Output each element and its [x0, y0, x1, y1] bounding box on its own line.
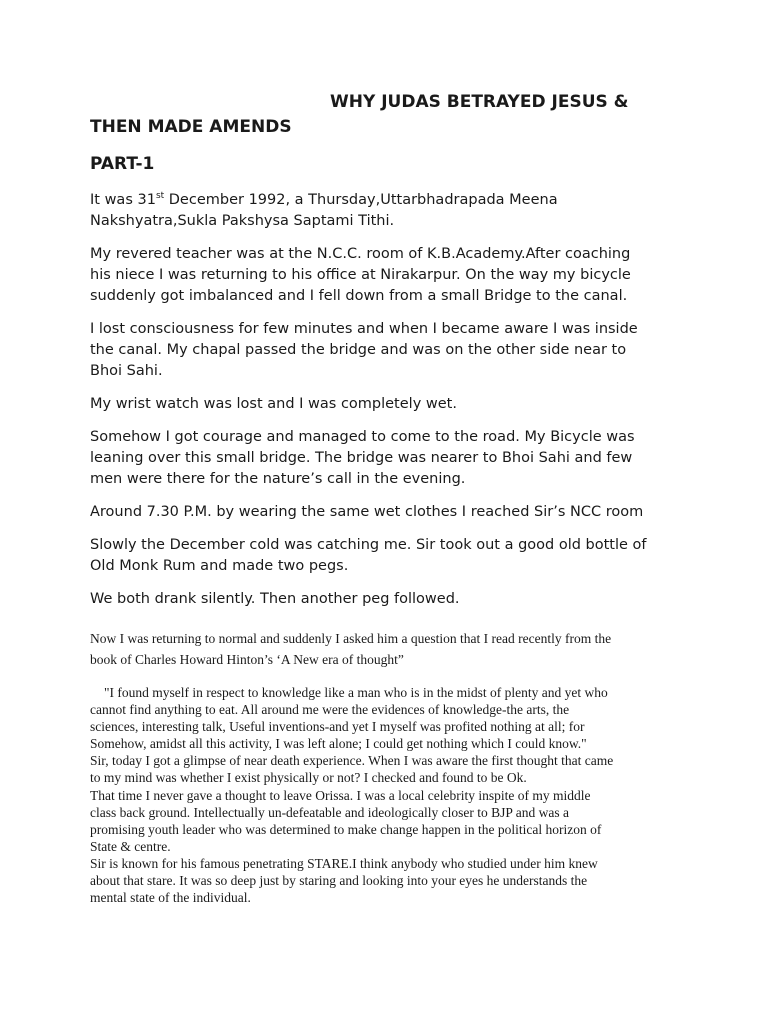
body-text [90, 190, 680, 622]
paragraph-line: My revered teacher was at the N.C.C. room of K.B.Academy.After coaching [90, 246, 631, 262]
paragraph-line: leaning over this small bridge. The bridge was nearer to Bhoi Sahi and few [90, 450, 633, 466]
paragraph-line: suddenly got imbalanced and I fell down from a small Bridge to the canal. [90, 288, 628, 304]
paragraph-line: Old Monk Rum and made two pegs. [90, 558, 349, 574]
document-title-line-2: THEN MADE AMENDS [90, 117, 292, 137]
quote-line: cannot find anything to eat. All around me were the evidences of knowledge-the arts, the [90, 702, 570, 718]
paragraph-line: Slowly the December cold was catching me. Sir took out a good old bottle of [90, 537, 647, 553]
paragraph-line: his niece I was returning to his office at Nirakarpur. On the way my bicycle [90, 267, 631, 283]
narrative-line: to my mind was whether I exist physically or not? I checked and found to be Ok. [90, 770, 527, 786]
narrative-line: mental state of the individual. [90, 890, 251, 906]
narrative-line: Sir, today I got a glimpse of near death experience. When I was aware the first thought that came [90, 753, 614, 769]
narrative-line: State & centre. [90, 838, 171, 854]
quote-line: Somehow, amidst all this activity, I was left alone; I could get nothing which I could know." [90, 736, 587, 752]
paragraph-courage [90, 427, 680, 490]
paragraph-line: Around 7.30 P.M. by wearing the same wet clothes I reached Sir’s NCC room [90, 504, 644, 520]
ordinal-superscript: st [155, 191, 165, 202]
paragraph-line: Nakshyatra,Sukla Pakshysa Saptami Tithi. [90, 213, 395, 229]
paragraph-line [90, 190, 680, 211]
paragraph-line: book of Charles Howard Hinton’s ‘A New era of thought” [90, 652, 404, 667]
text-run: It was 31 [90, 192, 156, 208]
paragraph-watch [90, 394, 680, 415]
paragraph-date [90, 190, 680, 232]
paragraph-cold [90, 535, 680, 577]
paragraph-line: Somehow I got courage and managed to come to the road. My Bicycle was [90, 429, 635, 445]
paragraph-line: men were there for the nature’s call in the evening. [90, 471, 466, 487]
paragraph-line: Bhoi Sahi. [90, 363, 163, 379]
paragraph-consciousness [90, 319, 680, 382]
paragraph-line: I lost consciousness for few minutes and when I became aware I was inside [90, 321, 638, 337]
paragraph-line: We both drank silently. Then another peg followed. [90, 591, 460, 607]
question-paragraph [90, 628, 680, 670]
paragraph-teacher [90, 244, 680, 307]
narrative-line: about that stare. It was so deep just by staring and looking into your eyes he understands the [90, 873, 588, 889]
narrative-line: Sir is known for his famous penetrating STARE.I think anybody who studied under him knew [90, 855, 598, 871]
quote-line: sciences, interesting talk, Useful inventions-and yet I myself was profited nothing at all; for [90, 719, 585, 735]
paragraph-line: Now I was returning to normal and suddenly I asked him a question that I read recently from the [90, 631, 612, 646]
narrative-line: promising youth leader who was determined to make change happen in the political horizon of [90, 821, 602, 837]
quote-and-narrative [90, 684, 680, 906]
paragraph-drank [90, 589, 680, 610]
narrative-line: class back ground. Intellectually un-defeatable and ideologically closer to BJP and was a [90, 804, 569, 820]
document-title-line-1: WHY JUDAS BETRAYED JESUS & [330, 92, 629, 112]
part-heading: PART-1 [90, 154, 155, 174]
paragraph-ncc-room [90, 502, 680, 523]
narrative-line: That time I never gave a thought to leave Orissa. I was a local celebrity inspite of my middle [90, 787, 591, 803]
paragraph-line: My wrist watch was lost and I was completely wet. [90, 396, 457, 412]
paragraph-line: the canal. My chapal passed the bridge and was on the other side near to [90, 342, 627, 358]
quote-line: "I found myself in respect to knowledge like a man who is in the midst of plenty and yet who [104, 685, 608, 700]
text-run: December 1992, a Thursday,Uttarbhadrapada Meena [164, 192, 558, 208]
paragraph-question [90, 628, 680, 670]
